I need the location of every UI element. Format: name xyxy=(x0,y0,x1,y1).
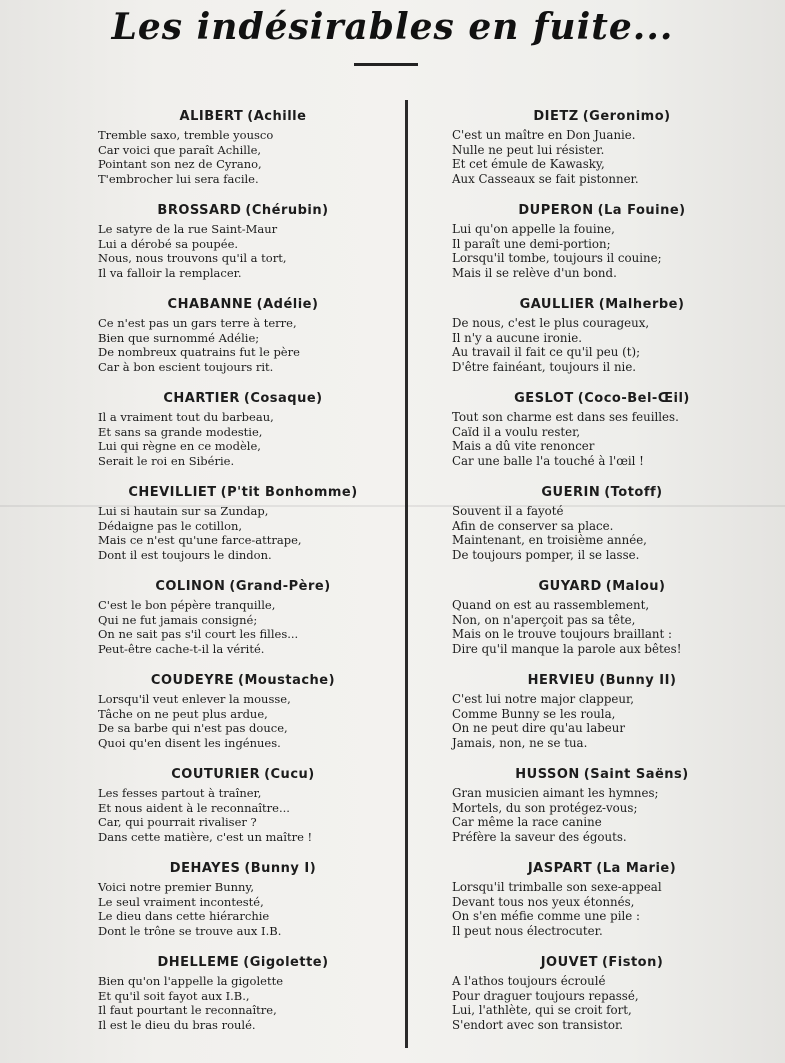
verse-line: Il est le dieu du bras roulé. xyxy=(98,1017,256,1032)
verse-line: Maintenant, en troisième année, xyxy=(452,533,647,548)
verse-line: Souvent il a fayoté xyxy=(452,504,564,518)
verse-line: Mais ce n'est qu'une farce-attrape, xyxy=(98,533,302,548)
nickname: (La Fouine) xyxy=(597,203,686,218)
verse-line: Le dieu dans cette hiérarchie xyxy=(98,909,270,924)
verse-line: Lui qui règne en ce modèle, xyxy=(98,439,261,454)
surname: HUSSON xyxy=(515,767,580,782)
nickname: (Cucu) xyxy=(264,767,315,782)
surname: HERVIEU xyxy=(527,673,596,688)
verse-line: Car à bon escient toujours rit. xyxy=(98,359,274,374)
poem-entry xyxy=(98,576,388,670)
verse-line: Dans cette matière, c'est un maître ! xyxy=(98,829,313,844)
entry-heading xyxy=(452,106,752,128)
surname: CHEVILLIET xyxy=(128,485,217,500)
page-title: Les indésirables en fuite... xyxy=(111,6,674,48)
verse-line: On s'en méfie comme une pile : xyxy=(452,909,640,924)
entry-heading xyxy=(452,576,752,598)
surname: COLINON xyxy=(155,579,226,594)
verse-line: Au travail il fait ce qu'il peu (t); xyxy=(452,345,641,360)
verse-line: Bien qu'on l'appelle la gigolette xyxy=(98,974,283,988)
verse-line: Le satyre de la rue Saint-Maur xyxy=(98,222,278,236)
nickname: (Saint Saëns) xyxy=(583,767,689,782)
poem-entry xyxy=(98,764,388,858)
nickname: (P'tit Bonhomme) xyxy=(220,485,358,500)
nickname: (Moustache) xyxy=(238,673,336,688)
poem-entry xyxy=(98,388,388,482)
verse-line: Dont il est toujours le dindon. xyxy=(98,547,272,562)
nickname: (Cosaque) xyxy=(243,391,323,406)
verse-line: Tout son charme est dans ses feuilles. xyxy=(452,410,679,424)
verse-line: Caïd il a voulu rester, xyxy=(452,424,581,439)
entry-heading xyxy=(98,106,388,128)
surname: GUYARD xyxy=(538,579,602,594)
nickname: (Bunny II) xyxy=(599,673,677,688)
verse-line: Il a vraiment tout du barbeau, xyxy=(98,410,274,424)
verse-line: Voici notre premier Bunny, xyxy=(98,880,255,894)
nickname: (Gigolette) xyxy=(243,955,329,970)
verse-line: S'endort avec son transistor. xyxy=(452,1017,624,1032)
verse-line: Car, qui pourrait rivaliser ? xyxy=(98,815,257,830)
verse-line: Dont le trône se trouve aux I.B. xyxy=(98,923,282,938)
verse-line: C'est lui notre major clappeur, xyxy=(452,692,635,706)
entry-heading xyxy=(98,858,388,880)
verse-line: Serait le roi en Sibérie. xyxy=(98,453,235,468)
verse-line: Comme Bunny se les roula, xyxy=(452,706,616,721)
verse-line: Ce n'est pas un gars terre à terre, xyxy=(98,316,297,330)
verse-line: Il paraît une demi-portion; xyxy=(452,236,611,251)
verse-line: Aux Casseaux se fait pistonner. xyxy=(452,171,639,186)
nickname: (La Marie) xyxy=(596,861,677,876)
verse-line: Mais a dû vite renoncer xyxy=(452,439,595,454)
nickname: (Totoff) xyxy=(604,485,663,500)
surname: ALIBERT xyxy=(179,109,244,124)
nickname: (Geronimo) xyxy=(582,109,671,124)
verse-line: Lui, l'athlète, qui se croit fort, xyxy=(452,1003,632,1018)
surname: CHARTIER xyxy=(163,391,240,406)
verse-line: Lorsqu'il veut enlever la mousse, xyxy=(98,692,291,706)
poem-entry xyxy=(98,106,388,200)
poem-entry xyxy=(452,952,752,1046)
entry-heading xyxy=(98,482,388,504)
verse-line: Afin de conserver sa place. xyxy=(452,518,614,533)
surname: BROSSARD xyxy=(157,203,242,218)
verse-line: Le seul vraiment incontesté, xyxy=(98,894,264,909)
verse-line: On ne sait pas s'il court les filles... xyxy=(98,627,299,642)
poem-entry xyxy=(452,294,752,388)
poem-entry xyxy=(98,670,388,764)
verse-line: Pour draguer toujours repassé, xyxy=(452,988,639,1003)
verse-line: Qui ne fut jamais consigné; xyxy=(98,612,258,627)
entry-heading xyxy=(452,670,752,692)
poem-entry xyxy=(452,670,752,764)
nickname: (Achille xyxy=(247,109,307,124)
surname: GESLOT xyxy=(514,391,574,406)
verse-line: Dire qu'il manque la parole aux bêtes! xyxy=(452,641,682,656)
entry-heading xyxy=(98,576,388,598)
nickname: (Coco-Bel-Œil) xyxy=(577,391,690,406)
nickname: (Bunny I) xyxy=(244,861,317,876)
entry-heading xyxy=(452,388,752,410)
verse-line: Mais il se relève d'un bond. xyxy=(452,265,617,280)
poem-entry xyxy=(452,858,752,952)
verse-line: Et sans sa grande modestie, xyxy=(98,424,263,439)
verse-line: Peut-être cache-t-il la vérité. xyxy=(98,641,265,656)
verse-line: Tremble saxo, tremble yousco xyxy=(98,128,274,142)
verse-line: Lorsqu'il trimballe son sexe-appeal xyxy=(452,880,662,894)
poem-entry xyxy=(98,200,388,294)
verse-line: Et nous aident à le reconnaître... xyxy=(98,800,290,815)
entry-heading xyxy=(452,482,752,504)
verse-line: Il faut pourtant le reconnaître, xyxy=(98,1003,277,1018)
entry-heading xyxy=(98,200,388,222)
poem-entry xyxy=(98,952,388,1046)
verse-line: Nous, nous trouvons qu'il a tort, xyxy=(98,251,287,266)
poem-entry xyxy=(452,106,752,200)
verse-line: Gran musicien aimant les hymnes; xyxy=(452,786,659,800)
surname: JOUVET xyxy=(540,955,598,970)
verse-line: Nulle ne peut lui résister. xyxy=(452,142,605,157)
verse-line: Lorsqu'il tombe, toujours il couine; xyxy=(452,251,662,266)
poem-entry xyxy=(452,482,752,576)
verse-line: Car même la race canine xyxy=(452,815,602,830)
verse-line: Pointant son nez de Cyrano, xyxy=(98,157,262,172)
surname: DEHAYES xyxy=(169,861,241,876)
left-column xyxy=(98,106,388,1046)
entry-heading xyxy=(98,764,388,786)
poem-entry xyxy=(452,576,752,670)
verse-line: Quand on est au rassemblement, xyxy=(452,598,650,612)
surname: COUDEYRE xyxy=(150,673,235,688)
verse-line: C'est le bon pépère tranquille, xyxy=(98,598,276,612)
entry-heading xyxy=(98,670,388,692)
verse-line: De toujours pomper, il se lasse. xyxy=(452,547,640,562)
verse-line: Tâche on ne peut plus ardue, xyxy=(98,706,268,721)
entry-heading xyxy=(452,200,752,222)
verse-line: Dédaigne pas le cotillon, xyxy=(98,518,243,533)
verse-line: Préfère la saveur des égouts. xyxy=(452,829,627,844)
entry-heading xyxy=(98,952,388,974)
verse-line: Les fesses partout à traîner, xyxy=(98,786,262,800)
verse-line: T'embrocher lui sera facile. xyxy=(98,171,259,186)
poem-entry xyxy=(452,764,752,858)
poem-entry xyxy=(98,858,388,952)
verse-line: Quoi qu'en disent les ingénues. xyxy=(98,735,281,750)
entry-heading xyxy=(452,294,752,316)
verse-line: Il va falloir la remplacer. xyxy=(98,265,242,280)
nickname: (Grand-Père) xyxy=(229,579,331,594)
entry-heading xyxy=(98,388,388,410)
surname: GUERIN xyxy=(541,485,601,500)
surname: COUTURIER xyxy=(171,767,261,782)
entry-heading xyxy=(452,952,752,974)
right-column xyxy=(452,106,752,1046)
surname: DHELLEME xyxy=(157,955,240,970)
verse-line: Mortels, du son protégez-vous; xyxy=(452,800,638,815)
surname: JASPART xyxy=(527,861,593,876)
title-underline xyxy=(354,63,418,66)
surname: GAULLIER xyxy=(519,297,595,312)
nickname: (Malherbe) xyxy=(598,297,685,312)
verse-line: Jamais, non, ne se tua. xyxy=(452,735,588,750)
poem-entry xyxy=(452,200,752,294)
column-divider xyxy=(405,100,408,1048)
nickname: (Fiston) xyxy=(601,955,664,970)
entry-heading xyxy=(98,294,388,316)
verse-line: De sa barbe qui n'est pas douce, xyxy=(98,721,288,736)
surname: CHABANNE xyxy=(167,297,253,312)
poem-entry xyxy=(98,294,388,388)
surname: DUPERON xyxy=(518,203,594,218)
verse-line: Devant tous nos yeux étonnés, xyxy=(452,894,635,909)
verse-line: Il n'y a aucune ironie. xyxy=(452,330,583,345)
poem-entry xyxy=(98,482,388,576)
verse-line: Lui qu'on appelle la fouine, xyxy=(452,222,615,236)
verse-line: Bien que surnommé Adélie; xyxy=(98,330,260,345)
verse-line: C'est un maître en Don Juanie. xyxy=(452,128,636,142)
verse-line: De nombreux quatrains fut le père xyxy=(98,345,300,360)
verse-line: Et cet émule de Kawasky, xyxy=(452,157,605,172)
verse-line: Car une balle l'a touché à l'œil ! xyxy=(452,453,644,468)
entry-heading xyxy=(452,764,752,786)
verse-line: Lui si hautain sur sa Zundap, xyxy=(98,504,269,518)
verse-line: Il peut nous électrocuter. xyxy=(452,923,603,938)
verse-line: Lui a dérobé sa poupée. xyxy=(98,236,239,251)
verse-line: A l'athos toujours écroulé xyxy=(452,974,606,988)
nickname: (Chérubin) xyxy=(245,203,329,218)
verse-line: Non, on n'aperçoit pas sa tête, xyxy=(452,612,636,627)
poem-entry xyxy=(452,388,752,482)
nickname: (Adélie) xyxy=(256,297,319,312)
nickname: (Malou) xyxy=(605,579,666,594)
verse-line: On ne peut dire qu'au labeur xyxy=(452,721,626,736)
verse-line: D'être fainéant, toujours il nie. xyxy=(452,359,637,374)
verse-line: Mais on le trouve toujours braillant : xyxy=(452,627,672,642)
surname: DIETZ xyxy=(533,109,579,124)
entry-heading xyxy=(452,858,752,880)
verse-line: Et qu'il soit fayot aux I.B., xyxy=(98,988,250,1003)
verse-line: Car voici que paraît Achille, xyxy=(98,142,262,157)
verse-line: De nous, c'est le plus courageux, xyxy=(452,316,650,330)
